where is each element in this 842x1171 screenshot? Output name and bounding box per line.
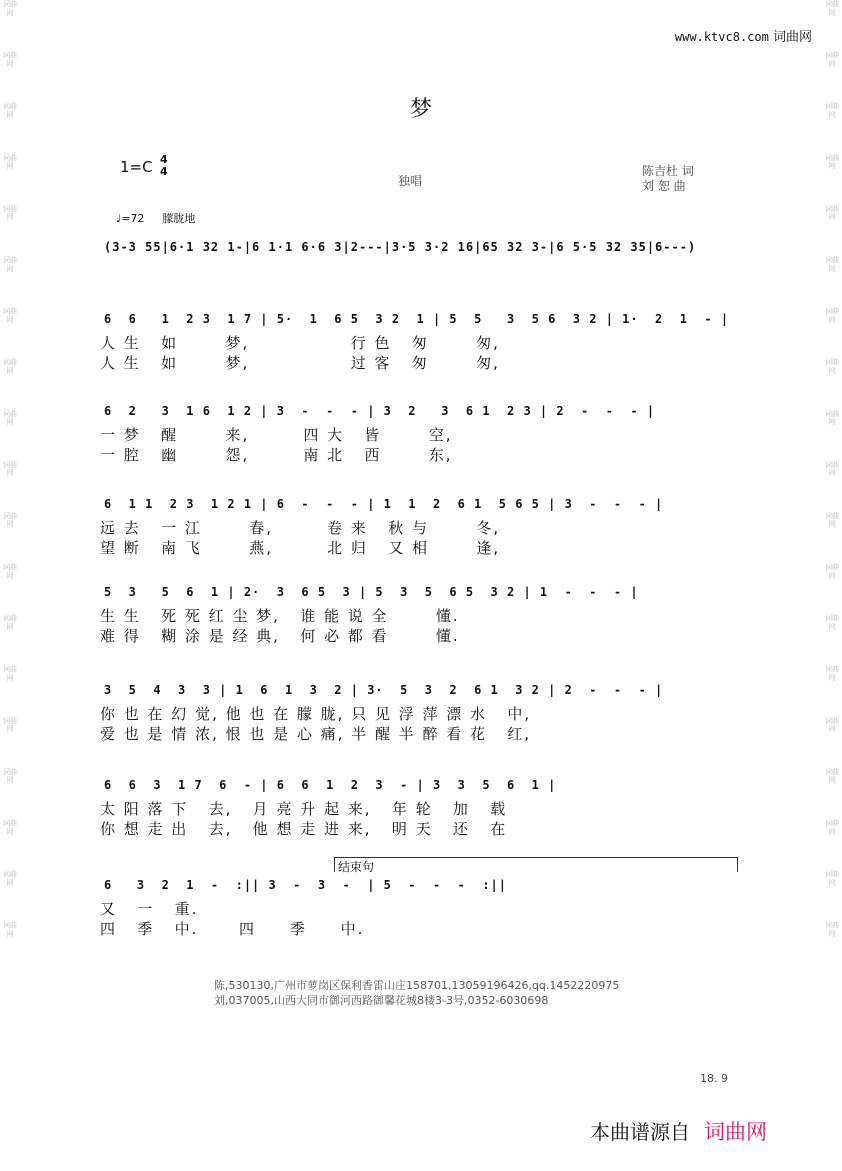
site-header <box>675 26 812 45</box>
lyrics-verse-1: 一 梦 醒 来, 四 大 皆 空, <box>100 426 453 444</box>
lyricist: 陈吉杜 词 <box>642 164 694 178</box>
lyrics-verse-2: 你 想 走 出 去, 他 想 走 进 来, 明 天 还 在 <box>100 820 508 838</box>
notes-line: 6 6 1 2 3 1 7 | 5· 1 6 5 3 2 1 | 5 5 3 5 6 3 2 | 1· 2 1 - | <box>104 312 730 326</box>
notes-line: 3 5 4 3 3 | 1 6 1 3 2 | 3· 5 3 2 6 1 3 2 | 2 - - - | <box>104 683 664 697</box>
composer: 刘 恕 曲 <box>642 179 686 193</box>
coda-label: 结束句 <box>338 860 375 874</box>
lyrics-verse-1: 人 生 如 梦, 行 色 匆 匆, <box>100 334 500 352</box>
source-prefix: 本曲谱源自 <box>590 1120 690 1144</box>
lyrics-verse-1: 又 一 重. <box>100 900 199 918</box>
page-number: 18. 9 <box>700 1072 728 1085</box>
contact-info <box>214 978 619 1008</box>
performance-style: 独唱 <box>398 174 423 188</box>
watermark-left: 词曲网 词曲网 词曲网 词曲网 词曲网 词曲网 词曲网 词曲网 词曲网 词曲网 词曲网 词曲网 词曲网 词曲网 词曲网 词曲网 词曲网 词曲网 词曲网 <box>3 0 17 938</box>
site-name: 词曲网 <box>772 30 812 45</box>
source-brand[interactable]: 词曲网 <box>704 1120 767 1144</box>
lyrics-verse-1: 远 去 一 江 春, 卷 来 秋 与 冬, <box>100 519 501 537</box>
notes-line: 6 3 2 1 - :|| 3 - 3 - | 5 - - - :|| <box>104 878 508 892</box>
lyrics-verse-2: 爱 也 是 情 浓, 恨 也 是 心 痛, 半 醒 半 醉 看 花 红, <box>100 725 532 743</box>
site-url[interactable]: www.ktvc8.com <box>674 30 769 44</box>
notes-line: 5 3 5 6 1 | 2· 3 6 5 3 | 5 3 5 6 5 3 2 | 1 - - - | <box>104 585 639 599</box>
song-title: 梦 <box>409 97 432 122</box>
tempo-marking <box>116 210 195 226</box>
time-signature: 4 4 <box>160 153 168 178</box>
coda-bracket <box>334 857 738 872</box>
notes-line: 6 1 1 2 3 1 2 1 | 6 - - - | 1 1 2 6 1 5 6 5 | 3 - - - | <box>104 497 664 511</box>
tempo-mark: ♩=72 <box>116 212 145 225</box>
notes-line: 6 2 3 1 6 1 2 | 3 - - - | 3 2 3 6 1 2 3 | 2 - - - | <box>104 404 656 418</box>
contact-line: 陈,530130,广州市萝岗区保利香雷山庄158701,13059196426,qq.1452220975 <box>214 979 620 992</box>
contact-line: 刘,037005,山西大同市御河西路御馨花城8楼3-3号,0352-6030698 <box>214 994 549 1007</box>
source-footer <box>590 1116 767 1146</box>
lyrics-verse-2: 四 季 中. 四 季 中. <box>100 920 365 938</box>
key-signature: 1=C <box>120 158 153 176</box>
tempo-mood: 朦胧地 <box>162 212 196 225</box>
lyrics-verse-1: 你 也 在 幻 觉, 他 也 在 朦 胧, 只 见 浮 萍 漂 水 中, <box>100 705 532 723</box>
lyrics-verse-1: 太 阳 落 下 去, 月 亮 升 起 来, 年 轮 加 载 <box>100 800 508 818</box>
lyrics-verse-2: 望 断 南 飞 燕, 北 归 又 相 逢, <box>100 539 501 557</box>
watermark-right: 词曲网 词曲网 词曲网 词曲网 词曲网 词曲网 词曲网 词曲网 词曲网 词曲网 词曲网 词曲网 词曲网 词曲网 词曲网 词曲网 词曲网 词曲网 词曲网 <box>825 0 839 938</box>
lyrics-verse-2: 一 腔 幽 怨, 南 北 西 东, <box>100 446 453 464</box>
lyrics-verse-2: 难 得 糊 涂 是 经 典, 何 必 都 看 懂. <box>100 627 460 645</box>
credits <box>642 164 694 194</box>
notes-line: 6 6 3 1 7 6 - | 6 6 1 2 3 - | 3 3 5 6 1 | <box>104 778 557 792</box>
intro-line: (3-3 55|6·1 32 1-|6 1·1 6·6 3|2---|3·5 3·2 16|65 32 3-|6 5·5 32 35|6---) <box>104 240 697 254</box>
lyrics-verse-1: 生 生 死 死 红 尘 梦, 谁 能 说 全 懂. <box>100 607 460 625</box>
lyrics-verse-2: 人 生 如 梦, 过 客 匆 匆, <box>100 354 500 372</box>
